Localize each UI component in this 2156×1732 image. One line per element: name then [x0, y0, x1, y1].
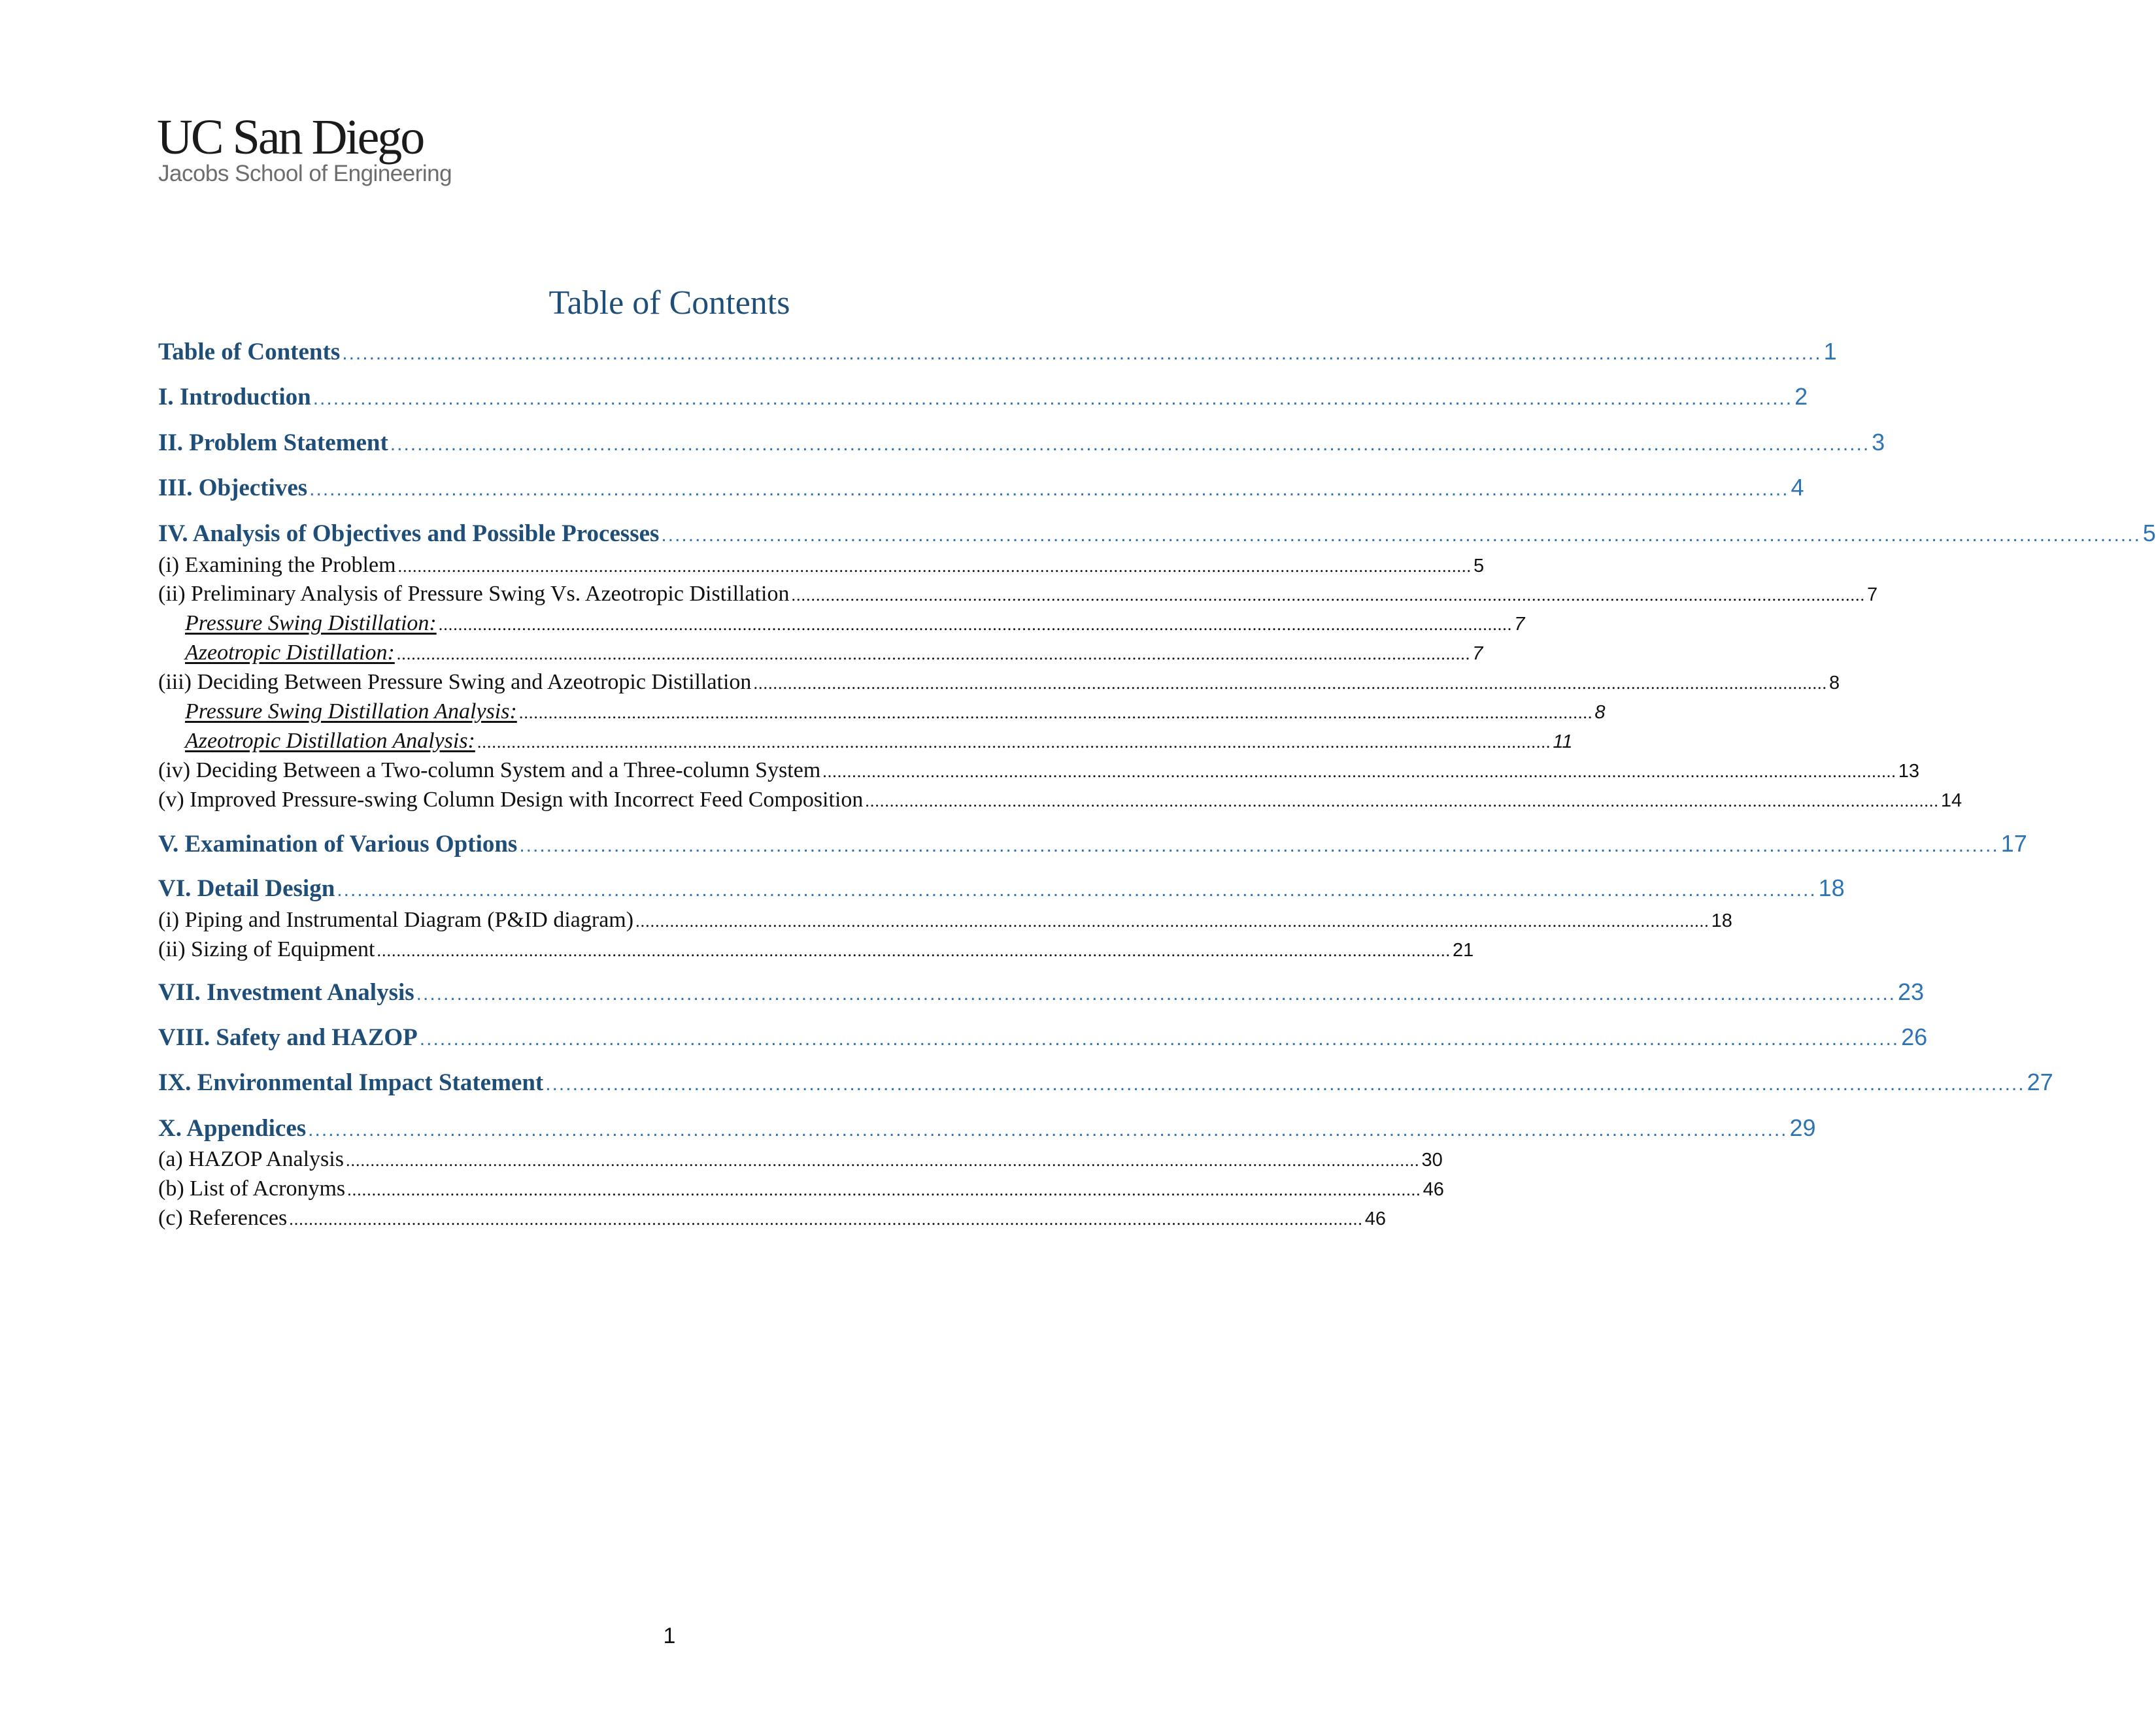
toc-page-number: 2 — [1794, 383, 1808, 410]
toc-dot-leader: ........................................................................................................................................................................................................................... — [518, 703, 1593, 722]
toc-dot-leader: ........................................................................................................................................................................................................................... — [865, 791, 1939, 810]
toc-entry-label: (v) Improved Pressure-swing Column Design with Incorrect Feed Composition — [158, 788, 864, 812]
toc-entry-azeotropic-distillation[interactable] — [185, 641, 1483, 669]
toc-entry-label: (i) Examining the Problem — [158, 553, 396, 577]
toc-entry-azeotropic-analysis[interactable] — [185, 729, 1573, 758]
toc-dot-leader: ........................................................................................................................................................................................................................... — [397, 557, 1472, 576]
toc-entry-label: X. Appendices — [158, 1115, 307, 1142]
toc-dot-leader: ........................................................................................................................................................................................................................... — [345, 1151, 1420, 1170]
toc-dot-leader: ........................................................................................................................................................................................................................... — [519, 835, 1999, 856]
toc-entry-objectives[interactable] — [158, 474, 1804, 507]
logo-wordmark: UC San Diego — [157, 110, 424, 165]
toc-dot-leader: ........................................................................................................................................................................................................................... — [822, 762, 1896, 781]
toc-entry-label: Azeotropic Distillation: — [185, 641, 395, 665]
toc-page-number: 46 — [1423, 1179, 1444, 1200]
toc-entry-investment-analysis[interactable] — [158, 978, 1925, 1011]
toc-entry-label: III. Objectives — [158, 475, 308, 501]
toc-dot-leader: ........................................................................................................................................................................................................................... — [661, 524, 2141, 546]
toc-page-number: 18 — [1818, 874, 1845, 901]
toc-entry-label: (ii) Preliminary Analysis of Pressure Swing Vs. Azeotropic Distillation — [158, 582, 790, 606]
toc-entry-appendices[interactable] — [158, 1114, 1816, 1147]
toc-page-number: 46 — [1364, 1208, 1387, 1229]
toc-page-number: 3 — [1872, 429, 1885, 456]
toc-entry-analysis-of-objectives[interactable] — [158, 520, 2156, 552]
toc-dot-leader: ........................................................................................................................................................................................................................... — [635, 912, 1710, 931]
toc-dot-leader: ........................................................................................................................................................................................................................... — [753, 674, 1827, 693]
toc-entry-pressure-swing-distillation[interactable] — [185, 611, 1525, 640]
logo-subtitle: Jacobs School of Engineering — [158, 161, 452, 186]
toc-entry-safety-hazop[interactable] — [158, 1024, 1928, 1056]
toc-dot-leader: ........................................................................................................................................................................................................................... — [477, 733, 1551, 752]
toc-entry-label: (i) Piping and Instrumental Diagram (P&ID diagram) — [158, 908, 634, 932]
toc-page-number: 8 — [1594, 702, 1606, 723]
toc-entry-label: (b) List of Acronyms — [158, 1176, 346, 1201]
toc-page-number: 18 — [1711, 910, 1732, 931]
toc-entry-hazop-analysis[interactable] — [158, 1147, 1443, 1176]
page-number-footer: 1 — [663, 1624, 676, 1648]
toc-entry-label: (iv) Deciding Between a Two-column System and a Three-column System — [158, 758, 821, 782]
toc-entry-examining-problem[interactable] — [158, 553, 1485, 582]
toc-page-number: 4 — [1791, 474, 1804, 501]
toc-entry-label: (iii) Deciding Between Pressure Swing and Azeotropic Distillation — [158, 670, 752, 694]
toc-dot-leader: ........................................................................................................................................................................................................................... — [791, 586, 1865, 605]
toc-page-number: 17 — [2000, 830, 2027, 857]
toc-dot-leader: ........................................................................................................................................................................................................................... — [377, 941, 1451, 960]
toc-entry-label: V. Examination of Various Options — [158, 831, 518, 858]
toc-page-number: 5 — [1474, 556, 1485, 576]
toc-entry-piping-diagram[interactable] — [158, 908, 1732, 937]
toc-entry-label: (a) HAZOP Analysis — [158, 1147, 344, 1171]
toc-dot-leader: ........................................................................................................................................................................................................................... — [416, 983, 1896, 1005]
toc-dot-leader: ........................................................................................................................................................................................................................... — [419, 1028, 1900, 1050]
toc-entry-problem-statement[interactable] — [158, 429, 1885, 461]
toc-dot-leader: ........................................................................................................................................................................................................................... — [309, 478, 1789, 500]
toc-dot-leader: ........................................................................................................................................................................................................................... — [438, 615, 1513, 634]
ucsd-logo — [157, 111, 458, 196]
toc-page-number: 26 — [1901, 1024, 1928, 1050]
toc-entry-label: Pressure Swing Distillation Analysis: — [185, 699, 517, 724]
toc-entry-label: (c) References — [158, 1206, 288, 1230]
toc-page-number: 1 — [1823, 338, 1837, 365]
toc-page-number: 7 — [1472, 643, 1483, 664]
toc-entry-label: IX. Environmental Impact Statement — [158, 1069, 544, 1096]
toc-dot-leader: ........................................................................................................................................................................................................................... — [312, 388, 1793, 409]
toc-page-number: 23 — [1898, 978, 1925, 1005]
toc-entry-improved-column-design[interactable] — [158, 788, 1962, 816]
toc-entry-examination-options[interactable] — [158, 830, 2027, 863]
toc-entry-label: Table of Contents — [158, 339, 341, 365]
toc-dot-leader: ........................................................................................................................................................................................................................... — [396, 644, 1471, 663]
toc-entry-detail-design[interactable] — [158, 874, 1845, 907]
toc-dot-leader: ........................................................................................................................................................................................................................... — [545, 1073, 2025, 1095]
toc-entry-sizing-equipment[interactable] — [158, 937, 1474, 966]
toc-entry-references[interactable] — [158, 1206, 1387, 1235]
toc-dot-leader: ........................................................................................................................................................................................................................... — [342, 342, 1822, 364]
toc-page-number: 30 — [1421, 1150, 1443, 1171]
page-title: Table of Contents — [548, 284, 790, 322]
toc-dot-leader: ........................................................................................................................................................................................................................... — [308, 1119, 1788, 1141]
toc-entry-list-of-acronyms[interactable] — [158, 1176, 1444, 1205]
toc-page-number: 11 — [1553, 731, 1573, 752]
toc-page-number: 7 — [1866, 584, 1878, 605]
toc-entry-two-vs-three-column[interactable] — [158, 758, 1920, 787]
toc-entry-label: I. Introduction — [158, 384, 311, 410]
toc-page-number: 5 — [2142, 520, 2156, 546]
toc-entry-deciding-between-pressure-azeotropic[interactable] — [158, 670, 1840, 699]
toc-entry-pressure-swing-analysis[interactable] — [185, 699, 1606, 728]
toc-entry-label: (ii) Sizing of Equipment — [158, 937, 375, 961]
toc-page-number: 13 — [1898, 761, 1920, 782]
toc-dot-leader: ........................................................................................................................................................................................................................... — [390, 433, 1870, 455]
toc-entry-label: Azeotropic Distillation Analysis: — [185, 729, 475, 753]
toc-page-number: 14 — [1940, 790, 1962, 811]
toc-entry-label: VI. Detail Design — [158, 875, 335, 902]
toc-entry-label: VIII. Safety and HAZOP — [158, 1024, 418, 1051]
toc-entry-preliminary-analysis[interactable] — [158, 582, 1878, 610]
toc-entry-table-of-contents[interactable] — [158, 338, 1837, 371]
toc-entry-label: IV. Analysis of Objectives and Possible Processes — [158, 520, 660, 547]
toc-page-number: 8 — [1828, 673, 1840, 693]
toc-entry-environmental-impact[interactable] — [158, 1069, 2053, 1101]
toc-dot-leader: ........................................................................................................................................................................................................................... — [289, 1210, 1363, 1229]
toc-page-number: 29 — [1789, 1114, 1816, 1141]
toc-entry-label: Pressure Swing Distillation: — [185, 611, 437, 635]
toc-page-number: 27 — [2027, 1069, 2053, 1095]
toc-page-number: 21 — [1452, 940, 1474, 961]
toc-entry-introduction[interactable] — [158, 383, 1808, 416]
toc-page-number: 7 — [1514, 614, 1525, 635]
toc-entry-label: VII. Investment Analysis — [158, 979, 414, 1006]
toc-dot-leader: ........................................................................................................................................................................................................................... — [337, 879, 1817, 901]
toc-dot-leader: ........................................................................................................................................................................................................................... — [347, 1180, 1421, 1199]
toc-entry-label: II. Problem Statement — [158, 429, 388, 456]
